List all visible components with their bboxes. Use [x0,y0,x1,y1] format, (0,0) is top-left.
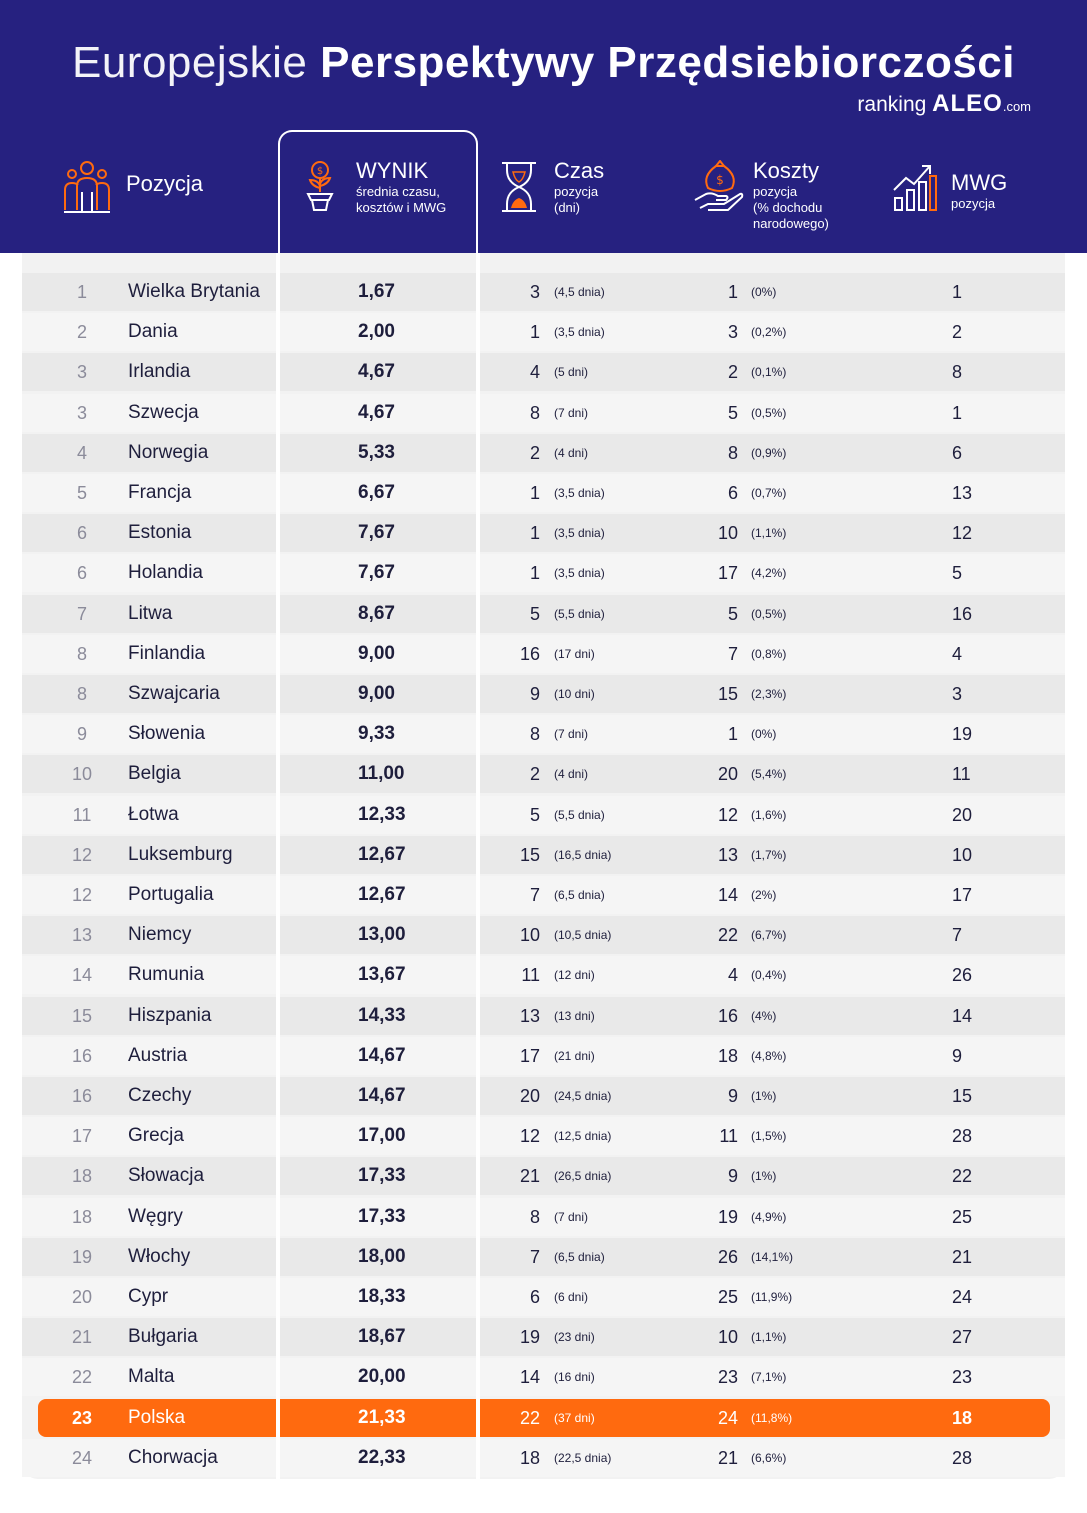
col-title-pozycja: Pozycja [126,171,204,196]
cell-koszty-pct: (0,1%) [751,365,787,380]
cell-czas-days: (12,5 dnia) [554,1129,612,1144]
cell-czas-days: (37 dni) [554,1410,595,1425]
cell-score: 14,67 [358,1044,406,1066]
cell-mwg-rank: 23 [952,1367,973,1388]
cell-country: Czechy [128,1085,192,1106]
svg-text:$: $ [716,173,724,187]
cell-czas-rank: 18 [519,1447,540,1468]
cell-czas-rank: 1 [529,322,540,343]
cell-mwg-rank: 3 [952,684,963,704]
cell-country: Malta [128,1366,175,1388]
growth-chart-icon [892,160,938,212]
cell-country: Norwegia [128,441,209,463]
cell-country: Francja [128,482,192,503]
cell-koszty-rank: 3 [727,322,738,343]
cell-czas-days: (3,5 dnia) [554,325,605,340]
cell-koszty-pct: (4,8%) [751,1048,787,1063]
cell-country: Holandia [128,562,203,584]
cell-position: 6 [76,563,87,584]
cell-koszty-rank: 22 [717,925,738,946]
aleo-logo: ALEO [932,90,1003,117]
cell-score: 5,33 [358,441,395,463]
cell-mwg-rank: 1 [952,282,963,302]
svg-text:$: $ [316,166,324,177]
table-row [22,394,1065,432]
cell-czas-rank: 11 [521,965,540,986]
cell-koszty-pct: (4,9%) [751,1209,787,1224]
cell-koszty-rank: 11 [719,1126,738,1147]
cell-czas-days: (17 dni) [554,646,595,661]
cell-mwg-rank: 22 [952,1166,973,1187]
cell-czas-days: (4 dni) [554,767,589,782]
cell-koszty-pct: (2,3%) [751,687,787,701]
cell-koszty-pct: (1,7%) [751,847,787,862]
cell-mwg-rank: 18 [952,1407,973,1428]
cell-country: Słowacja [128,1165,205,1187]
cell-mwg-rank: 14 [952,1005,973,1026]
cell-koszty-rank: 10 [717,523,738,544]
cell-position: 4 [76,442,87,463]
cell-position: 16 [71,1045,93,1066]
cell-koszty-pct: (0,4%) [751,968,787,983]
cell-koszty-pct: (11,9%) [751,1290,793,1304]
table-row [22,997,1065,1035]
cell-koszty-rank: 1 [727,282,738,302]
people-icon [62,160,112,214]
cell-country: Polska [128,1406,186,1428]
cell-koszty-rank: 6 [727,483,738,503]
cell-score: 12,67 [358,884,406,905]
table-row [22,313,1065,351]
cell-position: 15 [71,1005,93,1026]
cell-czas-rank: 9 [529,684,540,704]
table-row [22,595,1065,633]
cell-score: 6,67 [358,482,395,503]
cell-score: 20,00 [358,1366,406,1388]
table-row [22,796,1065,834]
cell-koszty-rank: 25 [717,1287,738,1307]
cell-score: 4,67 [358,361,395,383]
table-row [22,474,1065,512]
col-head-czas [554,158,604,216]
table-row [22,1037,1065,1075]
cell-czas-days: (7 dni) [554,727,589,742]
cell-czas-days: (10 dni) [554,687,595,701]
table-row [22,273,1065,311]
cell-koszty-pct: (2%) [751,888,777,902]
cell-koszty-rank: 21 [717,1447,738,1468]
cell-czas-days: (7 dni) [554,1209,589,1224]
cell-czas-rank: 8 [529,402,540,423]
cell-koszty-rank: 14 [717,885,738,905]
cell-czas-days: (3,5 dnia) [554,566,605,581]
cell-country: Cypr [128,1286,169,1307]
cell-czas-rank: 7 [529,885,540,905]
cell-koszty-pct: (1%) [751,1169,777,1184]
cell-score: 9,33 [358,723,395,745]
cell-score: 13,00 [358,924,406,946]
cell-koszty-rank: 20 [717,764,738,785]
cell-country: Hiszpania [128,1004,212,1026]
cell-score: 14,67 [358,1085,406,1106]
col-sub-mwg: pozycja [951,196,996,211]
table-row [22,554,1065,592]
cell-koszty-rank: 8 [727,442,738,463]
cell-czas-days: (24,5 dnia) [554,1089,612,1103]
col-sub-koszty: pozycja (% dochodu narodowego) [753,184,829,231]
cell-country: Estonia [128,522,192,544]
cell-czas-rank: 19 [519,1327,540,1348]
cell-koszty-rank: 26 [717,1246,738,1267]
cell-koszty-rank: 16 [717,1005,738,1026]
cell-position: 23 [71,1407,93,1428]
cell-country: Niemcy [128,924,192,946]
cell-mwg-rank: 7 [952,925,963,946]
table-row [22,1318,1065,1356]
cell-score: 7,67 [358,522,395,544]
cell-czas-rank: 1 [529,523,540,544]
cell-position: 8 [76,684,87,704]
table-row [22,1117,1065,1155]
hourglass-icon [500,160,538,214]
cell-czas-days: (26,5 dnia) [554,1169,612,1184]
cell-koszty-rank: 24 [717,1407,738,1428]
table-row [22,1198,1065,1236]
title-bold: Perspektywy Przędsiebiorczości [320,38,1015,87]
cell-czas-rank: 1 [529,563,540,584]
cell-czas-days: (3,5 dnia) [554,526,605,541]
cell-score: 9,00 [358,683,395,704]
cell-position: 17 [71,1126,93,1147]
table-row [22,755,1065,793]
cell-czas-rank: 22 [519,1407,540,1428]
col-title-wynik: WYNIK [356,158,429,183]
cell-czas-days: (22,5 dnia) [554,1450,612,1465]
cell-position: 18 [71,1206,93,1227]
cell-czas-days: (3,5 dnia) [554,486,605,500]
cell-koszty-rank: 5 [727,603,738,624]
cell-country: Słowenia [128,723,206,745]
cell-mwg-rank: 25 [952,1206,973,1227]
col-sub-czas: pozycja (dni) [554,184,599,215]
cell-czas-rank: 20 [519,1086,540,1106]
cell-czas-rank: 2 [529,764,540,785]
cell-koszty-rank: 10 [717,1327,738,1348]
cell-score: 7,67 [358,562,395,584]
table-row [22,675,1065,713]
cell-country: Belgia [128,763,181,785]
cell-score: 17,33 [358,1205,406,1227]
cell-czas-rank: 6 [529,1287,540,1307]
cell-mwg-rank: 6 [952,442,963,463]
cell-koszty-rank: 12 [717,804,738,825]
cell-mwg-rank: 10 [952,844,973,865]
cell-mwg-rank: 5 [952,563,963,584]
table-row [22,1077,1065,1115]
cell-score: 4,67 [358,401,395,423]
cell-position: 11 [72,804,92,825]
cell-koszty-pct: (6,7%) [751,928,787,943]
cell-czas-rank: 10 [519,925,540,946]
cell-position: 10 [71,764,93,785]
cell-mwg-rank: 1 [952,402,963,423]
cell-position: 18 [71,1166,93,1187]
cell-mwg-rank: 19 [952,724,973,745]
cell-koszty-rank: 18 [717,1045,738,1066]
cell-position: 22 [71,1367,93,1388]
cell-czas-rank: 4 [529,362,540,383]
cell-koszty-pct: (0,9%) [751,445,787,460]
cell-position: 6 [76,523,87,544]
header-banner [0,0,1087,253]
cell-czas-rank: 16 [519,643,540,664]
cell-score: 9,00 [358,642,395,664]
cell-koszty-pct: (4,2%) [751,566,787,581]
cell-koszty-rank: 15 [717,684,738,704]
cell-country: Dania [128,321,178,343]
cell-country: Luksemburg [128,843,233,865]
cell-country: Węgry [128,1205,183,1227]
cell-position: 19 [71,1246,93,1267]
cell-country: Włochy [128,1245,191,1267]
cell-czas-rank: 8 [529,724,540,745]
col-head-mwg [951,170,1007,212]
cell-czas-days: (10,5 dnia) [554,928,612,943]
cell-score: 12,67 [358,843,406,865]
cell-position: 13 [71,925,93,946]
cell-koszty-pct: (0,5%) [751,606,787,621]
cell-czas-rank: 21 [519,1166,540,1187]
cell-position: 20 [71,1287,93,1307]
cell-czas-days: (6,5 dnia) [554,888,605,902]
cell-czas-rank: 12 [519,1126,540,1147]
cell-mwg-rank: 12 [952,523,973,544]
ranking-prefix: ranking [857,93,927,116]
cell-koszty-rank: 19 [717,1206,738,1227]
cell-mwg-rank: 9 [952,1045,963,1066]
cell-mwg-rank: 20 [952,804,973,825]
cell-position: 24 [71,1447,93,1468]
cell-score: 18,33 [358,1286,406,1307]
cell-mwg-rank: 27 [952,1327,973,1348]
cell-score: 11,00 [358,763,405,785]
cell-czas-rank: 3 [529,282,540,302]
cell-country: Irlandia [128,361,191,383]
money-hand-icon [694,160,744,214]
cell-score: 12,33 [358,803,406,825]
cell-score: 18,67 [358,1326,406,1348]
cell-koszty-rank: 13 [717,844,738,865]
col-sub-wynik: średnia czasu, kosztów i MWG [356,184,447,215]
cell-position: 9 [76,724,87,745]
cell-score: 13,67 [358,964,406,986]
cell-position: 2 [76,322,87,343]
cell-czas-days: (5,5 dnia) [554,606,605,621]
cell-czas-days: (5 dni) [554,365,589,380]
aleo-logo-suffix: .com [1002,99,1031,114]
cell-koszty-pct: (7,1%) [751,1370,787,1385]
cell-koszty-rank: 17 [717,563,738,584]
cell-mwg-rank: 17 [952,885,973,905]
cell-country: Szwajcaria [128,683,220,704]
cell-czas-days: (4 dni) [554,445,589,460]
ranking-brand [857,90,1031,118]
page-title [0,38,1087,88]
cell-koszty-pct: (1,5%) [751,1129,787,1144]
cell-mwg-rank: 16 [952,603,973,624]
cell-position: 21 [71,1327,93,1348]
cell-czas-days: (6 dni) [554,1290,589,1304]
cell-position: 12 [71,844,93,865]
cell-koszty-rank: 7 [727,643,738,664]
cell-koszty-rank: 1 [727,724,738,745]
cell-czas-days: (4,5 dnia) [554,285,605,299]
cell-score: 21,33 [358,1406,406,1428]
cell-mwg-rank: 15 [952,1086,973,1106]
cell-czas-rank: 1 [529,483,540,503]
title-light: Europejskie [71,38,308,87]
cell-koszty-rank: 2 [727,362,738,383]
cell-koszty-pct: (0,5%) [751,405,787,420]
cell-koszty-pct: (11,8%) [751,1410,793,1425]
table-row [22,353,1065,391]
cell-country: Chorwacja [128,1446,218,1468]
cell-czas-days: (6,5 dnia) [554,1249,605,1264]
table-row [22,1238,1065,1276]
cell-country: Finlandia [128,642,206,664]
table-row [22,876,1065,914]
cell-position: 8 [76,643,87,664]
cell-mwg-rank: 21 [952,1246,973,1267]
cell-score: 8,67 [358,602,395,624]
cell-country: Litwa [128,602,173,624]
cell-koszty-pct: (1,1%) [751,526,787,541]
col-title-koszty: Koszty [753,158,820,183]
cell-czas-rank: 14 [519,1367,540,1388]
table-row [22,1278,1065,1316]
cell-czas-days: (7 dni) [554,405,589,420]
table-row [22,1358,1065,1396]
cell-czas-rank: 5 [529,804,540,825]
table-row [22,916,1065,954]
cell-position: 7 [76,603,87,624]
cell-position: 1 [76,282,87,302]
cell-czas-days: (12 dni) [554,968,595,983]
table-row [22,1439,1065,1477]
cell-koszty-pct: (6,6%) [751,1450,787,1465]
col-head-koszty [753,158,829,232]
col-title-mwg: MWG [951,170,1008,195]
cell-mwg-rank: 28 [952,1126,973,1147]
cell-koszty-rank: 23 [717,1367,738,1388]
cell-koszty-pct: (0%) [751,727,777,742]
cell-koszty-pct: (0,7%) [751,486,787,500]
cell-koszty-pct: (4%) [751,1008,777,1023]
col-head-pozycja [126,171,203,197]
cell-score: 18,00 [358,1245,406,1267]
cell-czas-rank: 8 [529,1206,540,1227]
cell-czas-days: (21 dni) [554,1048,595,1063]
cell-score: 17,33 [358,1165,406,1187]
cell-mwg-rank: 26 [952,965,973,986]
cell-czas-rank: 13 [519,1005,540,1026]
table-row [22,1157,1065,1195]
cell-czas-rank: 15 [519,844,540,865]
cell-koszty-pct: (1,6%) [751,807,787,822]
cell-country: Wielka Brytania [128,281,260,302]
table-row [22,434,1065,472]
cell-czas-days: (16,5 dnia) [554,847,612,862]
cell-czas-days: (5,5 dnia) [554,807,605,822]
cell-czas-rank: 2 [529,442,540,463]
wynik-column-frame [278,130,478,1479]
table-row [22,956,1065,994]
cell-score: 22,33 [358,1446,406,1468]
cell-koszty-rank: 9 [727,1086,738,1106]
table-row [22,514,1065,552]
cell-czas-days: (13 dni) [554,1008,595,1023]
cell-czas-days: (16 dni) [554,1370,595,1385]
cell-country: Grecja [128,1125,184,1147]
cell-mwg-rank: 2 [952,322,963,343]
cell-czas-days: (23 dni) [554,1330,595,1345]
cell-country: Portugalia [128,884,214,905]
cell-score: 2,00 [358,321,395,343]
cell-country: Austria [128,1044,188,1066]
cell-koszty-pct: (14,1%) [751,1249,794,1264]
cell-mwg-rank: 24 [952,1287,973,1307]
cell-position: 5 [76,483,87,503]
cell-country: Szwecja [128,401,199,423]
table-row [22,715,1065,753]
table-row-highlighted [38,1399,1050,1437]
cell-koszty-pct: (0,8%) [751,646,787,661]
cell-position: 16 [71,1086,93,1106]
cell-mwg-rank: 28 [952,1447,973,1468]
col-title-czas: Czas [554,158,605,183]
cell-czas-rank: 7 [529,1246,540,1267]
cell-koszty-rank: 4 [727,965,738,986]
cell-mwg-rank: 13 [952,483,973,503]
cell-czas-rank: 5 [529,603,540,624]
cell-country: Łotwa [128,803,179,825]
cell-position: 3 [76,402,87,423]
cell-score: 17,00 [358,1125,406,1147]
cell-czas-rank: 17 [519,1045,540,1066]
cell-score: 1,67 [358,281,395,302]
cell-koszty-pct: (1,1%) [751,1330,787,1345]
cell-mwg-rank: 8 [952,362,963,383]
table-row [22,635,1065,673]
cell-koszty-pct: (5,4%) [751,767,787,782]
cell-mwg-rank: 11 [952,764,971,785]
cell-koszty-rank: 9 [727,1166,738,1187]
cell-position: 12 [71,885,93,905]
cell-position: 3 [76,362,87,383]
cell-mwg-rank: 4 [952,643,963,664]
cell-country: Rumunia [128,964,205,986]
cell-position: 14 [71,965,93,986]
cell-koszty-rank: 5 [727,402,738,423]
cell-koszty-pct: (1%) [751,1089,777,1103]
table-row [22,836,1065,874]
cell-koszty-pct: (0%) [751,285,777,299]
cell-score: 14,33 [358,1004,406,1026]
cell-koszty-pct: (0,2%) [751,325,787,340]
cell-country: Bułgaria [128,1326,198,1348]
